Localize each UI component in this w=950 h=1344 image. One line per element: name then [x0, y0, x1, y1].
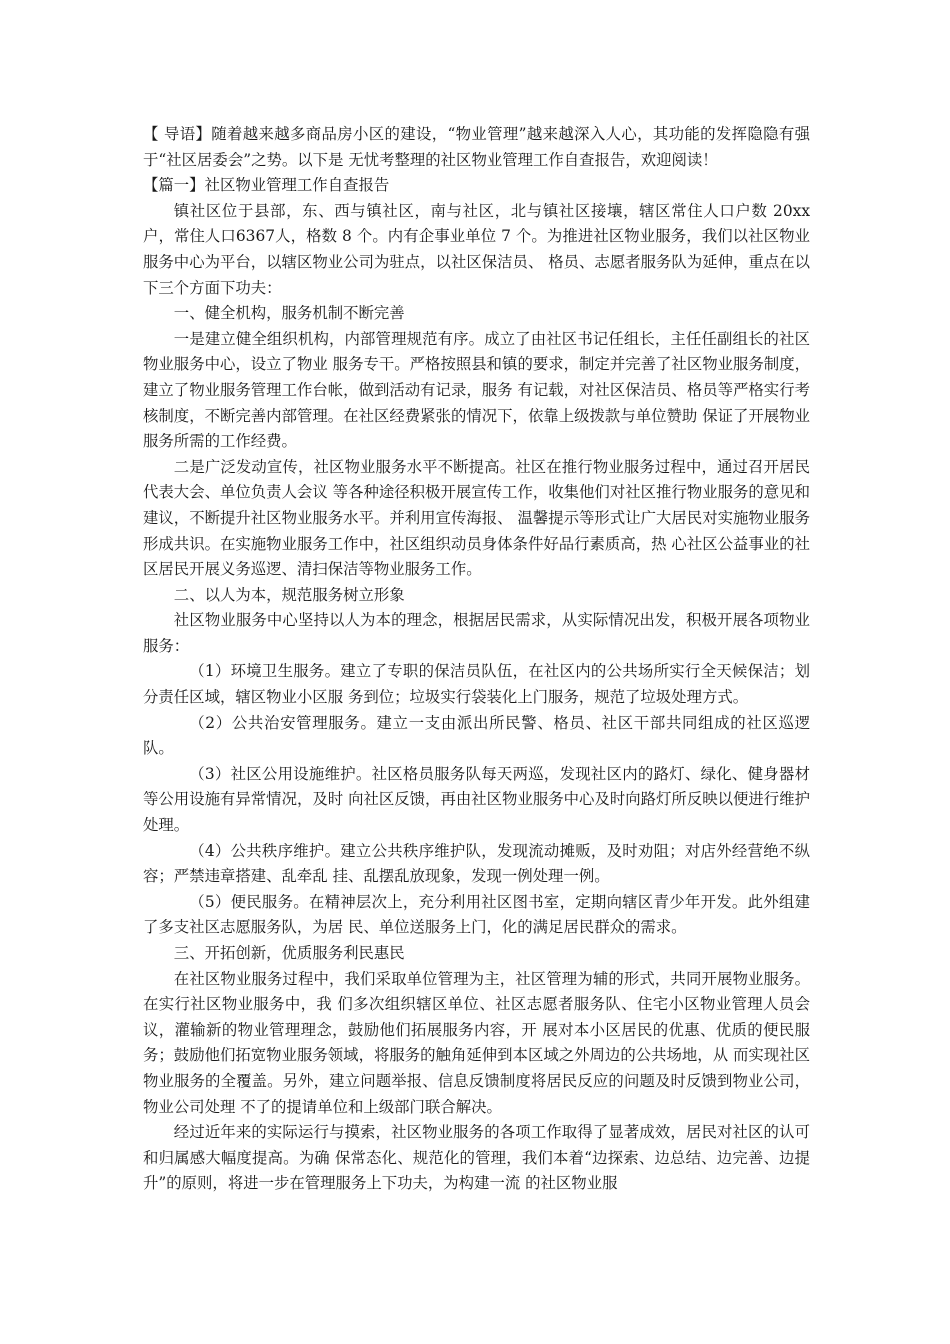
intro-paragraph: 【 导语】随着越来越多商品房小区的建设，“物业管理”越来越深入人心，其功能的发挥隐隐有强于“社区居委会”之势。以下是 无忧考整理的社区物业管理工作自查报告，欢迎阅读！ [143, 125, 810, 169]
list-item: （5）便民服务。在精神层次上，充分利用社区图书室，定期向辖区青少年开发。此外组建了多支社区志愿服务队，为居 民、单位送服务上门，化的满足居民群众的需求。 [143, 892, 810, 937]
document-body [143, 122, 810, 1197]
subheading: 三、开拓创新，优质服务利民惠民 [173, 944, 405, 962]
subheading: 二、以人为本，规范服务树立形象 [173, 585, 405, 604]
subheading: 一、健全机构，服务机制不断完善 [173, 304, 405, 323]
list-item: （3）社区公用设施维护。社区格员服务队每天两巡，发现社区内的路灯、绿化、健身器材等公用设施有异常情况，及时 向社区反馈，再由社区物业服务中心及时向路灯所反映以便进行维护处理。 [143, 764, 810, 835]
paragraph: 经过近年来的实际运行与摸索，社区物业服务的各项工作取得了显著成效，居民对社区的认可和归属感大幅度提高。为确 保常态化、规范化的管理，我们本着“边探索、边总结、边完善、边提升”的原则，将进一步在管理服务上下功夫，为构建一流 的社区物业服 [143, 1123, 810, 1193]
section-title: 【篇一】社区物业管理工作自查报告 [143, 176, 390, 195]
list-item: （2）公共治安管理服务。建立一支由派出所民警、格员、社区干部共同组成的社区巡逻队。 [143, 713, 810, 758]
paragraph: 一是建立健全组织机构，内部管理规范有序。成立了由社区书记任组长，主任任副组长的社区物业服务中心，设立了物业 服务专干。严格按照县和镇的要求，制定并完善了社区物业服务制度，建立了物业服务管理工作台帐，做到活动有记录，服务 有记载，对社区保洁员、格员等严格实行考核制度，不断完善内部管理。在社区经费紧张的情况下，依靠上级拨款与单位赞助 保证了开展物业服务所需的工作经费。 [143, 329, 810, 451]
paragraph: 镇社区位于县部，东、西与镇社区，南与社区，北与镇社区接壤，辖区常住人口户数 20xx 户，常住人口6367人，格数 8 个。内有企事业单位 7 个。为推进社区物业服务，我们以社区物业服务中心为平台，以辖区物业公司为驻点，以社区保洁员、 格员、志愿者服务队为延伸，重点在以下三个方面下功夫： [143, 201, 810, 297]
paragraph: 在社区物业服务过程中，我们采取单位管理为主，社区管理为辅的形式，共同开展物业服务。在实行社区物业服务中，我 们多次组织辖区单位、社区志愿者服务队、住宅小区物业管理人员会议，灌输新的物业管理理念，鼓励他们拓展服务内容，开 展对本小区居民的优惠、优质的便民服务；鼓励他们拓宽物业服务领域，将服务的触角延伸到本区域之外周边的公共场地，从 而实现社区物业服务的全覆盖。另外，建立问题举报、信息反馈制度将居民反应的问题及时反馈到物业公司，物业公司处理 不了的提请单位和上级部门联合解决。 [143, 969, 810, 1116]
list-item: （4）公共秩序维护。建立公共秩序维护队，发现流动摊贩，及时劝阻；对店外经营绝不纵容；严禁违章搭建、乱牵乱 挂、乱摆乱放现象，发现一例处理一例。 [143, 841, 810, 886]
paragraph: 二是广泛发动宣传，社区物业服务水平不断提高。社区在推行物业服务过程中，通过召开居民代表大会、单位负责人会议 等各种途径积极开展宣传工作，收集他们对社区推行物业服务的意见和建议，不断提升社区物业服务水平。并利用宣传海报、 温馨提示等形式让广大居民对实施物业服务形成共识。在实施物业服务工作中，社区组织动员身体条件好品行素质高，热 心社区公益事业的社区居民开展义务巡逻、清扫保洁等物业服务工作。 [143, 457, 810, 579]
list-item: （1）环境卫生服务。建立了专职的保洁员队伍，在社区内的公共场所实行全天候保洁；划分责任区域，辖区物业小区服 务到位；垃圾实行袋装化上门服务，规范了垃圾处理方式。 [143, 662, 810, 707]
paragraph: 社区物业服务中心坚持以人为本的理念，根据居民需求，从实际情况出发，积极开展各项物业服务： [143, 611, 810, 655]
